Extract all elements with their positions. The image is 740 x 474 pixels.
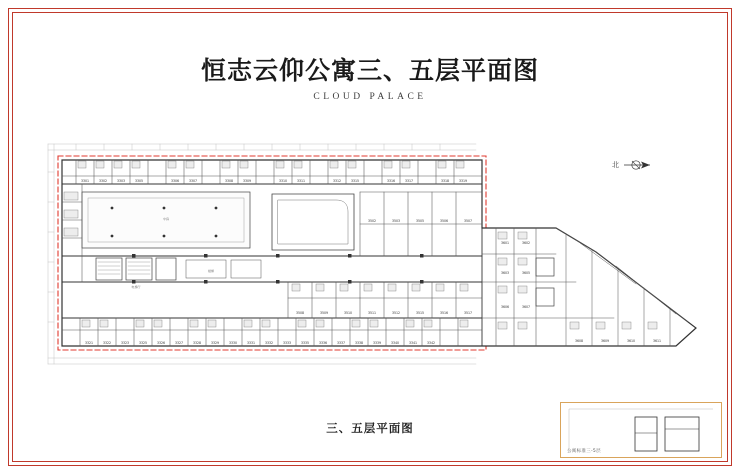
svg-text:3337: 3337 [336,341,346,345]
svg-text:3508: 3508 [295,311,305,315]
page-title: 恒志云仰公寓三、五层平面图 [200,56,539,85]
svg-text:3503: 3503 [391,219,401,223]
title-block [0,56,740,102]
svg-text:3315: 3315 [350,179,360,183]
svg-text:3340: 3340 [390,341,400,345]
svg-text:3608: 3608 [574,339,584,343]
svg-text:3310: 3310 [278,179,288,183]
svg-text:3308: 3308 [224,179,234,183]
svg-text:3517: 3517 [463,311,473,315]
svg-text:3329: 3329 [210,341,220,345]
svg-text:3507: 3507 [463,219,473,223]
svg-text:3306: 3306 [170,179,180,183]
svg-text:3341: 3341 [408,341,418,345]
svg-text:3305: 3305 [134,179,144,183]
svg-text:3509: 3509 [319,311,329,315]
plan-caption: 三、五层平面图 [326,421,414,435]
svg-text:中庭: 中庭 [162,217,170,221]
svg-text:3336: 3336 [318,341,328,345]
svg-text:3322: 3322 [102,341,112,345]
svg-text:3307: 3307 [188,179,198,183]
svg-text:3319: 3319 [458,179,468,183]
plan-svg [36,132,708,392]
svg-text:3605: 3605 [521,271,531,275]
svg-text:3321: 3321 [84,341,94,345]
svg-text:3312: 3312 [332,179,342,183]
svg-text:北: 北 [612,161,619,169]
legend-label: 公寓标准三-5层 [567,449,601,454]
svg-text:3510: 3510 [343,311,353,315]
svg-text:3610: 3610 [626,339,636,343]
svg-text:3335: 3335 [300,341,310,345]
svg-text:电梯厅: 电梯厅 [131,285,141,289]
svg-text:3342: 3342 [426,341,436,345]
svg-text:3317: 3317 [404,179,414,183]
svg-text:3606: 3606 [500,305,510,309]
svg-text:3333: 3333 [282,341,292,345]
svg-text:3601: 3601 [500,241,510,245]
svg-text:楼梯: 楼梯 [207,269,215,273]
legend-box [560,402,722,458]
svg-text:3506: 3506 [439,219,449,223]
svg-text:3512: 3512 [391,311,401,315]
svg-text:3603: 3603 [500,271,510,275]
svg-text:3505: 3505 [415,219,425,223]
svg-text:3332: 3332 [264,341,274,345]
svg-text:3339: 3339 [372,341,382,345]
svg-text:3326: 3326 [156,341,166,345]
svg-text:3328: 3328 [192,341,202,345]
page-subtitle: CLOUD PALACE [313,92,427,102]
svg-text:3331: 3331 [246,341,256,345]
svg-text:3515: 3515 [415,311,425,315]
svg-text:3609: 3609 [600,339,610,343]
svg-text:3330: 3330 [228,341,238,345]
svg-text:3502: 3502 [367,219,377,223]
svg-text:3323: 3323 [120,341,130,345]
svg-text:3302: 3302 [98,179,108,183]
svg-text:3338: 3338 [354,341,364,345]
svg-text:3607: 3607 [521,305,531,309]
svg-text:3516: 3516 [439,311,449,315]
svg-text:3309: 3309 [242,179,252,183]
svg-text:3611: 3611 [652,339,662,343]
svg-text:3311: 3311 [296,179,306,183]
svg-text:3303: 3303 [116,179,126,183]
svg-text:3301: 3301 [80,179,90,183]
floor-plan-drawing [36,132,708,392]
svg-text:3318: 3318 [440,179,450,183]
svg-text:3325: 3325 [138,341,148,345]
svg-text:3316: 3316 [386,179,396,183]
svg-text:3511: 3511 [367,311,377,315]
svg-text:3327: 3327 [174,341,184,345]
svg-text:3602: 3602 [521,241,531,245]
